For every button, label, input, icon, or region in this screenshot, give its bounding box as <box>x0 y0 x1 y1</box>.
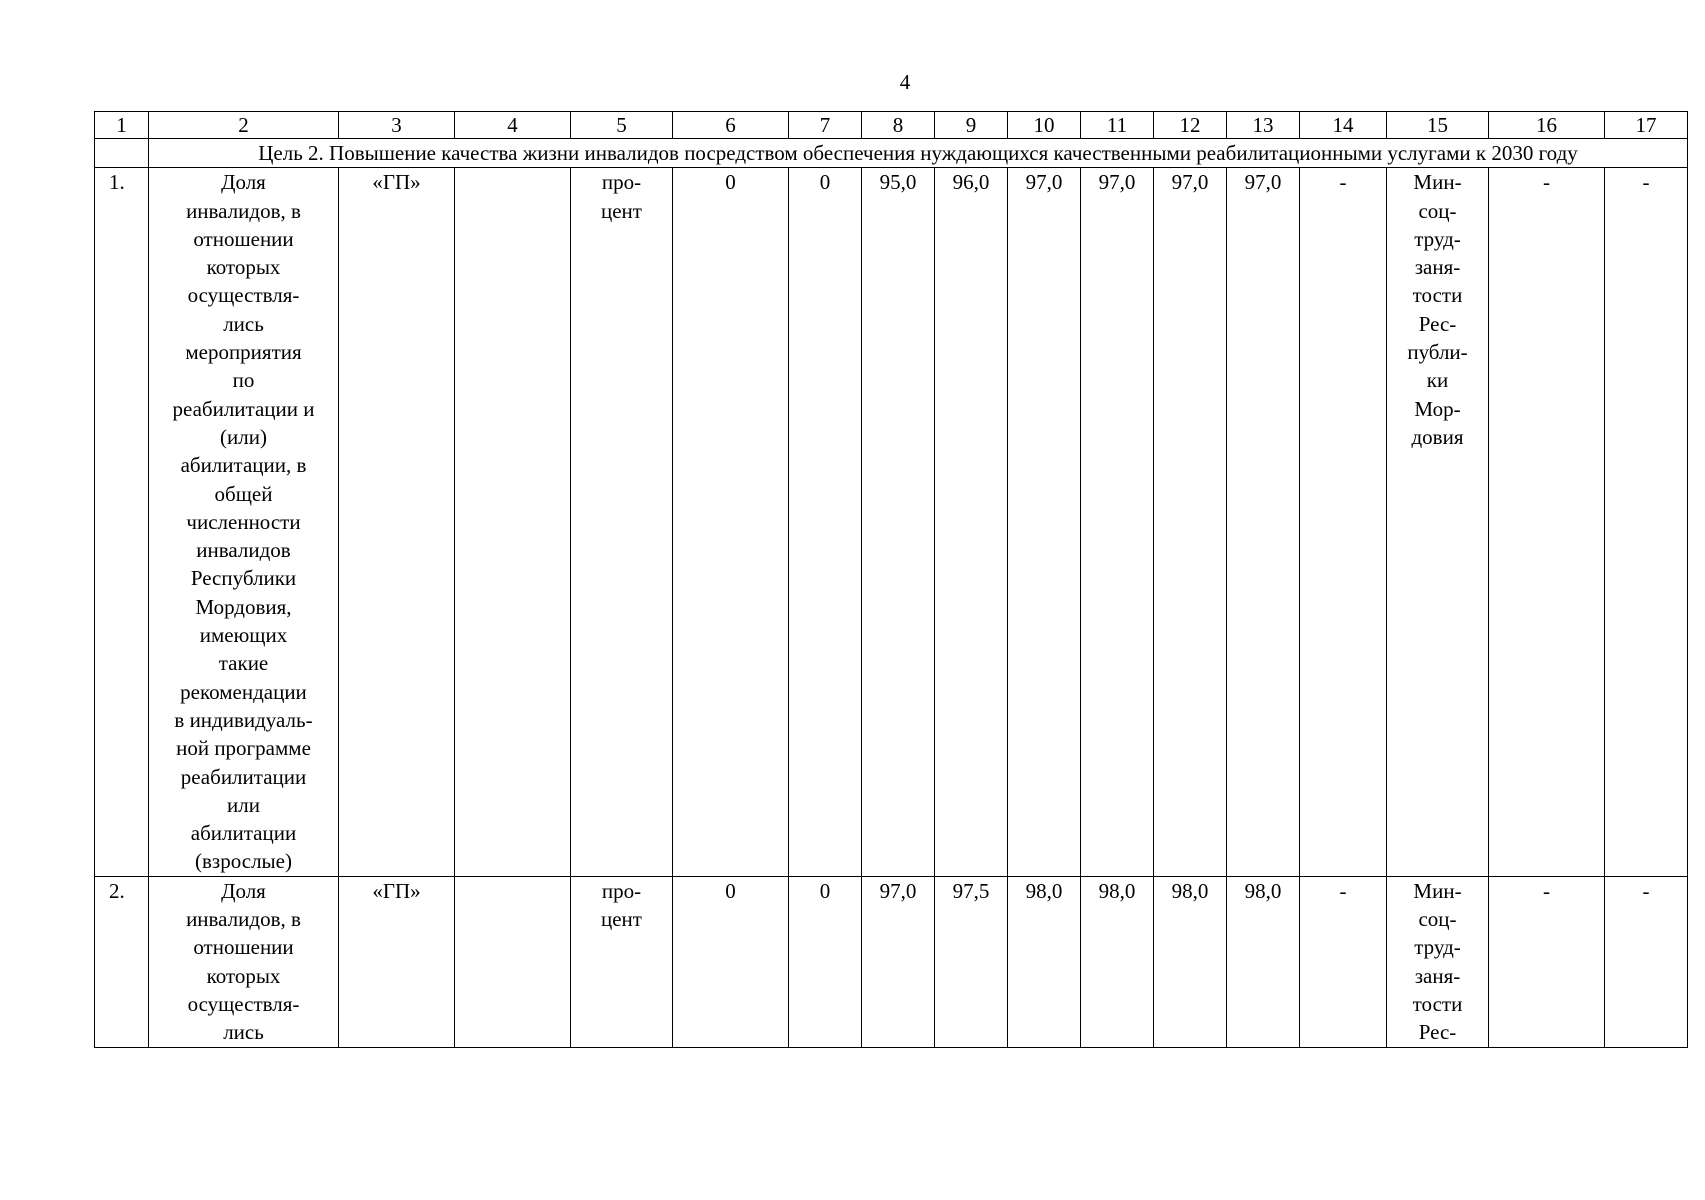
row-number: 2. <box>95 876 149 1047</box>
unit-line: про- <box>601 170 642 195</box>
responsible-line: Мин- <box>1413 878 1462 903</box>
indicator-line: инвалидов <box>196 538 291 563</box>
row-number: 1. <box>95 168 149 876</box>
indicator-line: осуществля- <box>187 991 300 1016</box>
indicator-line: рекомендации <box>180 679 307 704</box>
indicator-line: осуществля- <box>187 283 300 308</box>
indicators-table <box>94 111 1688 1048</box>
indicator-line: абилитации <box>190 821 297 846</box>
indicator-line: отношении <box>193 226 294 251</box>
responsible-line: Мин- <box>1413 170 1462 195</box>
indicator-line: которых <box>206 255 281 280</box>
unit-line: цент <box>601 907 642 932</box>
indicator-line: реабилитации <box>180 764 307 789</box>
value-cell: 97,0 <box>1227 168 1300 876</box>
value-cell: 98,0 <box>1008 876 1081 1047</box>
column-number: 13 <box>1227 112 1300 139</box>
responsible-line: заня- <box>1414 963 1461 988</box>
indicator-line: лись <box>223 311 264 336</box>
unit-cell <box>571 876 673 1047</box>
indicator-line: которых <box>206 963 281 988</box>
responsible-line: тости <box>1412 991 1463 1016</box>
indicator-line: (взрослые) <box>195 849 292 874</box>
responsible-line: Рес- <box>1418 311 1457 336</box>
responsible-cell <box>1387 168 1489 876</box>
column-number-row <box>95 112 1688 139</box>
value-cell: 97,0 <box>862 876 935 1047</box>
value-cell: 98,0 <box>1227 876 1300 1047</box>
indicator-line: реабилитации и <box>172 396 315 421</box>
indicator-line: абилитации, в <box>180 453 307 478</box>
indicator-type: «ГП» <box>339 168 455 876</box>
indicator-name <box>149 876 339 1047</box>
value-cell: 0 <box>789 876 862 1047</box>
column-number: 5 <box>571 112 673 139</box>
responsible-line: тости <box>1412 283 1463 308</box>
responsible-line: Рес- <box>1418 1020 1457 1045</box>
indicator-name <box>149 168 339 876</box>
table-row <box>95 876 1688 1047</box>
column-number: 10 <box>1008 112 1081 139</box>
value-cell: - <box>1489 876 1605 1047</box>
column-number: 2 <box>149 112 339 139</box>
unit-line: цент <box>601 198 642 223</box>
column-number: 11 <box>1081 112 1154 139</box>
indicator-line: ной программе <box>176 736 311 761</box>
value-cell: 98,0 <box>1081 876 1154 1047</box>
indicator-line: имеющих <box>199 623 288 648</box>
value-cell: - <box>1605 876 1688 1047</box>
indicator-line: инвалидов, в <box>186 907 301 932</box>
column-number: 6 <box>673 112 789 139</box>
goal-row <box>95 139 1688 168</box>
value-cell: 97,0 <box>1154 168 1227 876</box>
indicator-line: в индивидуаль- <box>174 707 313 732</box>
value-cell: 98,0 <box>1154 876 1227 1047</box>
column-number: 14 <box>1300 112 1387 139</box>
indicator-line: численности <box>186 509 301 534</box>
indicator-line: такие <box>218 651 269 676</box>
value-cell: - <box>1300 168 1387 876</box>
page-number: 4 <box>899 70 911 94</box>
indicator-type: «ГП» <box>339 876 455 1047</box>
responsible-line: довия <box>1411 424 1464 449</box>
responsible-cell <box>1387 876 1489 1047</box>
indicator-line: (или) <box>220 424 267 449</box>
column-number: 1 <box>95 112 149 139</box>
unit-cell <box>571 168 673 876</box>
column-number: 12 <box>1154 112 1227 139</box>
value-cell: - <box>1605 168 1688 876</box>
column-number: 16 <box>1489 112 1605 139</box>
value-cell: 0 <box>673 168 789 876</box>
indicator-line: отношении <box>193 935 294 960</box>
goal-text: Цель 2. Повышение качества жизни инвалидов посредством обеспечения нуждающихся качественными реабилитационными услугами к 2030 году <box>149 139 1688 168</box>
table-row <box>95 168 1688 876</box>
value-cell: 96,0 <box>935 168 1008 876</box>
value-cell: 95,0 <box>862 168 935 876</box>
indicator-line: Мордовия, <box>195 594 292 619</box>
empty-cell <box>455 168 571 876</box>
column-number: 8 <box>862 112 935 139</box>
value-cell: 0 <box>789 168 862 876</box>
column-number: 15 <box>1387 112 1489 139</box>
unit-line: про- <box>601 878 642 903</box>
value-cell: 97,0 <box>1008 168 1081 876</box>
responsible-line: Мор- <box>1414 396 1461 421</box>
empty-cell <box>455 876 571 1047</box>
column-number: 3 <box>339 112 455 139</box>
indicator-line: или <box>227 792 260 817</box>
responsible-line: публи- <box>1407 340 1468 365</box>
column-number: 9 <box>935 112 1008 139</box>
indicator-line: Доля <box>221 878 266 903</box>
value-cell: 97,0 <box>1081 168 1154 876</box>
indicator-line: мероприятия <box>185 340 302 365</box>
column-number: 7 <box>789 112 862 139</box>
responsible-line: труд- <box>1414 935 1461 960</box>
responsible-line: соц- <box>1418 907 1457 932</box>
value-cell: - <box>1489 168 1605 876</box>
indicator-line: Доля <box>221 170 266 195</box>
indicator-line: общей <box>214 481 273 506</box>
responsible-line: заня- <box>1414 255 1461 280</box>
responsible-line: соц- <box>1418 198 1457 223</box>
responsible-line: труд- <box>1414 226 1461 251</box>
indicator-line: Республики <box>190 566 297 591</box>
responsible-line: ки <box>1426 368 1449 393</box>
column-number: 17 <box>1605 112 1688 139</box>
value-cell: - <box>1300 876 1387 1047</box>
goal-empty-cell <box>95 139 149 168</box>
value-cell: 97,5 <box>935 876 1008 1047</box>
indicator-line: инвалидов, в <box>186 198 301 223</box>
indicator-line: по <box>232 368 255 393</box>
column-number: 4 <box>455 112 571 139</box>
indicator-line: лись <box>223 1020 264 1045</box>
value-cell: 0 <box>673 876 789 1047</box>
